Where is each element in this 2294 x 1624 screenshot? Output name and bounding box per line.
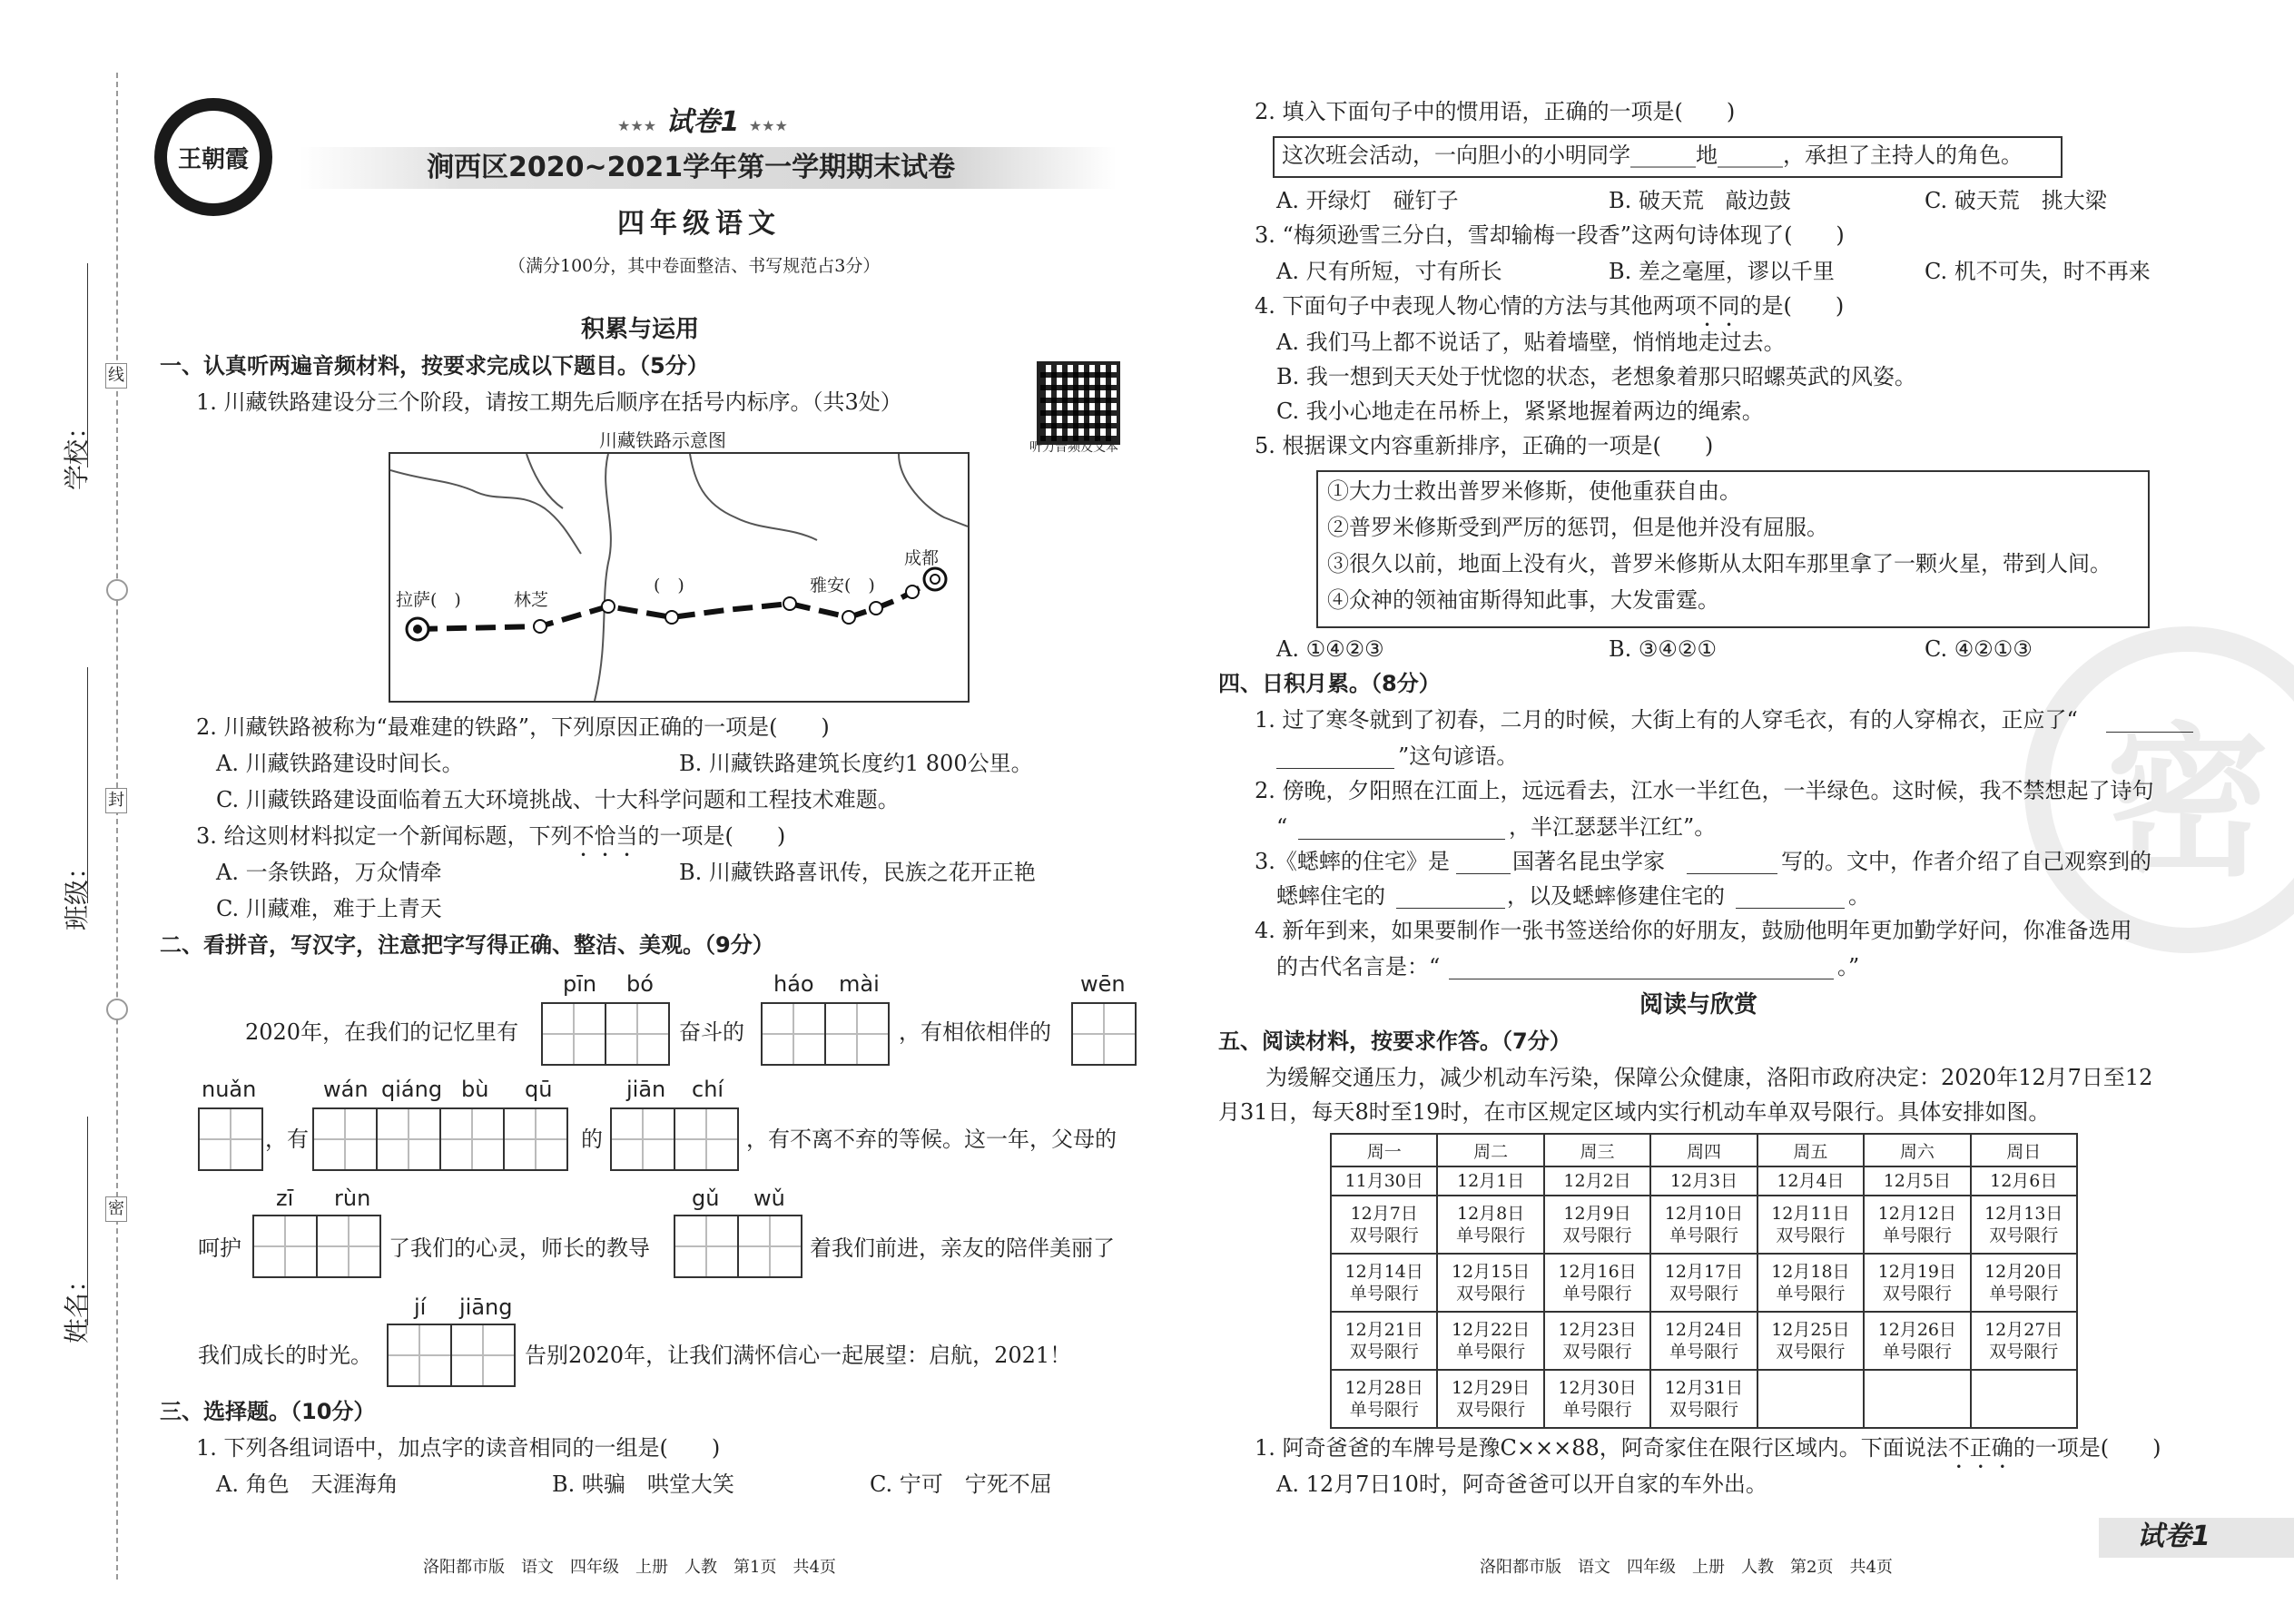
q1-3-option-b[interactable]: B. 川藏铁路喜讯传，民族之花开正艳 (679, 860, 1036, 885)
q3-heading: 三、选择题。（10分） (160, 1399, 376, 1424)
date: 12月13日 (1984, 1204, 2063, 1224)
pinyin: zī (276, 1186, 294, 1211)
date: 12月10日 (1664, 1204, 1744, 1224)
q4-3-blank[interactable] (1456, 873, 1511, 874)
rule: 单号限行 (1669, 1225, 1738, 1245)
q1-3-pre: 3. 给这则材料拟定一个新闻标题，下列 (196, 823, 573, 849)
q5-1-option-a[interactable]: A. 12月7日10时，阿奇爸爸可以开自家的车外出。 (1276, 1471, 1767, 1497)
pinyin: jí (414, 1294, 427, 1320)
map-label-chengdu: 成都 (904, 548, 940, 568)
writing-grid[interactable] (674, 1215, 802, 1278)
q3-2-text: 2. 填入下面句子中的惯用语，正确的一项是( ) (1255, 99, 1736, 124)
date: 11月30日 (1344, 1171, 1423, 1191)
table-cell (1971, 1254, 2077, 1312)
pinyin: jiān (626, 1077, 666, 1102)
rule: 双号限行 (1989, 1342, 2059, 1362)
date: 12月4日 (1777, 1171, 1845, 1191)
q4-2-line1: 2. 傍晚，夕阳照在江面上，远远看去，江水一半红色，一半绿色。这时候，我不禁想起了诗句 (1255, 778, 2154, 803)
table-cell (1544, 1196, 1650, 1254)
rule: 单号限行 (1562, 1400, 1632, 1420)
q3-5-item: ③很久以前，地面上没有火，普罗米修斯从太阳车那里拿了一颗火星，带到人间。 (1327, 551, 2112, 576)
date: 12月1日 (1457, 1171, 1525, 1191)
rule: 单号限行 (1882, 1225, 1952, 1245)
q4-4-line2a: 的古代名言是：“ (1276, 954, 1441, 979)
q4-1-line1: 1. 过了寒冬就到了初春，二月的时候，大街上有的人穿毛衣，有的人穿棉衣，正应了“ (1255, 707, 2078, 733)
rule: 双号限行 (1562, 1225, 1632, 1245)
table-cell (1544, 1166, 1650, 1196)
q4-3-f: 。 (1848, 883, 1870, 909)
corner-label: 试卷1 (2137, 1521, 2210, 1552)
q2-line3a: 呵护 (198, 1235, 241, 1261)
q5-heading: 五、阅读材料，按要求作答。（7分） (1218, 1029, 1571, 1054)
pinyin: bó (626, 971, 654, 997)
q3-3-text: 3. “梅须逊雪三分白，雪却输梅一段香”这两句诗体现了( ) (1255, 222, 1845, 248)
restriction-schedule-table (1330, 1133, 2078, 1429)
rule: 双号限行 (1989, 1225, 2059, 1245)
school-line[interactable] (87, 263, 88, 468)
q2-line3c: 着我们前进，亲友的陪伴美丽了 (810, 1235, 1115, 1261)
date: 12月29日 (1451, 1378, 1531, 1398)
table-cell (1650, 1312, 1757, 1370)
pinyin: bù (461, 1077, 489, 1102)
q5-para1: 为缓解交通压力，减少机动车污染，保障公众健康，洛阳市政府决定：2020年12月7日至12 (1265, 1065, 2153, 1090)
pinyin: nuǎn (202, 1077, 257, 1102)
table-row (1331, 1370, 2077, 1428)
seal-seal-mark: 封 (105, 788, 127, 813)
q1-3-option-a[interactable]: A. 一条铁路，万众情牵 (216, 860, 442, 885)
rule: 单号限行 (1456, 1225, 1526, 1245)
q2-line2b: 的 (581, 1127, 603, 1152)
q2-line3b: 了我们的心灵，师长的教导 (389, 1235, 650, 1261)
q4-3-d: 蟋蟀住宅的 (1276, 883, 1385, 909)
q3-4-emphasis: 不同 (1696, 293, 1740, 319)
table-header-cell: 周日 (1971, 1134, 2077, 1166)
rule: 双号限行 (1349, 1342, 1419, 1362)
q1-1-text: 1. 川藏铁路建设分三个阶段，请按工期先后顺序在括号内标序。（共3处） (196, 389, 902, 415)
q2-line2a: ，有 (265, 1127, 309, 1152)
date: 12月7日 (1350, 1204, 1418, 1224)
date: 12月20日 (1984, 1262, 2063, 1282)
name-line[interactable] (87, 1117, 88, 1325)
q1-3-emphasis: 不恰当 (572, 823, 638, 849)
q2-line2c: ，有不离不弃的等候。这一年，父母的 (746, 1127, 1117, 1152)
class-line[interactable] (87, 667, 88, 903)
q4-3-b: 国著名昆虫学家 (1512, 849, 1665, 874)
q5-1-emphasis: 不正确 (1947, 1435, 2013, 1461)
school-label: 学校： (62, 413, 92, 490)
q3-4-option-c[interactable]: C. 我小心地走在吊桥上，紧紧地握着两边的绳索。 (1276, 399, 1764, 424)
q3-5-option-b[interactable]: B. ③④②① (1609, 636, 1717, 662)
q1-2-option-c[interactable]: C. 川藏铁路建设面临着五大环境挑战、十大科学问题和工程技术难题。 (216, 787, 900, 812)
table-cell (1864, 1166, 1970, 1196)
table-cell (1650, 1196, 1757, 1254)
date: 12月28日 (1344, 1378, 1423, 1398)
pinyin: wán (323, 1077, 369, 1102)
qr-caption: 听力音频及文本 (1029, 440, 1118, 455)
table-row (1331, 1196, 2077, 1254)
pinyin: gǔ (692, 1186, 720, 1211)
date: 12月5日 (1883, 1171, 1951, 1191)
q3-2-sentence: 这次班会活动，一向胆小的小明同学______地______，承担了主持人的角色。 (1282, 143, 2023, 168)
q4-2-line2: ，半江瑟瑟半江红”。 (1509, 814, 1717, 840)
table-header-cell: 周四 (1650, 1134, 1757, 1166)
table-cell (1544, 1254, 1650, 1312)
table-cell (1757, 1254, 1864, 1312)
date: 12月12日 (1877, 1204, 1956, 1224)
q3-2-option-a[interactable]: A. 开绿灯 碰钉子 (1276, 188, 1459, 213)
class-label: 班级： (62, 853, 92, 930)
date: 12月22日 (1451, 1320, 1531, 1340)
table-cell (1331, 1370, 1437, 1428)
table-cell (1864, 1312, 1970, 1370)
table-row (1331, 1254, 2077, 1312)
pinyin: wēn (1080, 971, 1126, 997)
date: 12月6日 (1990, 1171, 2058, 1191)
table-cell (1331, 1166, 1437, 1196)
date: 12月8日 (1457, 1204, 1525, 1224)
pinyin: rùn (334, 1186, 371, 1211)
rule: 单号限行 (1669, 1342, 1738, 1362)
qr-code-icon[interactable] (1037, 361, 1120, 445)
rule: 单号限行 (1456, 1342, 1526, 1362)
date: 12月17日 (1664, 1262, 1744, 1282)
q5-para2: 月31日，每天8时至19时，在市区规定区域内实行机动车单双号限行。具体安排如图。 (1218, 1099, 2051, 1125)
date: 12月9日 (1563, 1204, 1631, 1224)
q4-3-blank[interactable] (1736, 908, 1845, 909)
exam-title: 涧西区2020~2021学年第一学期期末试卷 (427, 152, 956, 183)
q3-3-option-b[interactable]: B. 差之毫厘，谬以千里 (1609, 259, 1835, 284)
q4-heading: 四、日积月累。（8分） (1218, 671, 1441, 696)
q3-5-item: ②普罗米修斯受到严厉的惩罚，但是他并没有屈服。 (1327, 515, 1828, 540)
table-cell (1971, 1312, 2077, 1370)
q3-5-item: ④众神的领袖宙斯得知此事，大发雷霆。 (1327, 587, 1719, 613)
rule: 单号限行 (1562, 1284, 1632, 1304)
date: 12月3日 (1669, 1171, 1738, 1191)
table-cell (1437, 1254, 1543, 1312)
q1-3-option-c[interactable]: C. 川藏难，难于上青天 (216, 896, 442, 921)
q4-3-blank[interactable] (1687, 873, 1777, 874)
q3-4-text (1255, 292, 1844, 331)
section-title-reading: 阅读与欣赏 (1639, 991, 1758, 1019)
date: 12月11日 (1771, 1204, 1850, 1224)
rule: 双号限行 (1456, 1400, 1526, 1420)
subject-title: 四年级语文 (617, 208, 781, 240)
q3-1-option-a[interactable]: A. 角色 天涯海角 (216, 1471, 399, 1497)
binding-hole-icon (106, 999, 128, 1020)
pinyin: mài (839, 971, 880, 997)
q2-line1b: 奋斗的 (679, 1019, 744, 1045)
q1-2-text: 2. 川藏铁路被称为“最难建的铁路”，下列原因正确的一项是( ) (196, 714, 830, 740)
date: 12月21日 (1344, 1320, 1423, 1340)
rule: 单号限行 (1349, 1284, 1419, 1304)
table-header-cell: 周三 (1544, 1134, 1650, 1166)
table-cell (1757, 1166, 1864, 1196)
pinyin: jiāng (459, 1294, 513, 1320)
table-cell (1437, 1196, 1543, 1254)
date: 12月23日 (1558, 1320, 1637, 1340)
date: 12月24日 (1664, 1320, 1744, 1340)
page-footer-right: 洛阳都市版 语文 四年级 上册 人教 第2页 共4页 (1480, 1558, 1893, 1577)
rule: 双号限行 (1456, 1284, 1526, 1304)
table-cell (1544, 1312, 1650, 1370)
rule: 双号限行 (1669, 1284, 1738, 1304)
watermark-seal-icon (2024, 626, 2294, 953)
rule: 双号限行 (1776, 1225, 1846, 1245)
q4-4-line2b: 。” (1837, 954, 1860, 979)
table-row (1331, 1312, 2077, 1370)
table-header-row (1331, 1134, 2077, 1166)
q3-3-option-a[interactable]: A. 尺有所短，寸有所长 (1276, 259, 1502, 284)
rule: 双号限行 (1562, 1342, 1632, 1362)
q5-1-post: 的一项是( ) (2013, 1435, 2161, 1461)
q3-1-option-b[interactable]: B. 哄骗 哄堂大笑 (552, 1471, 734, 1497)
date: 12月31日 (1664, 1378, 1744, 1398)
badge-title: 试卷1 (665, 106, 740, 138)
q4-1-blank[interactable] (1276, 768, 1394, 769)
table-cell (1971, 1370, 2077, 1428)
date: 12月27日 (1984, 1320, 2063, 1340)
q3-1-text: 1. 下列各组词语中，加点字的读音相同的一组是( ) (196, 1435, 721, 1461)
q3-1-option-c[interactable]: C. 宁可 宁死不屈 (870, 1471, 1052, 1497)
map-label-linzhi: 林芝 (514, 590, 549, 610)
table-cell (1864, 1254, 1970, 1312)
table-cell (1650, 1166, 1757, 1196)
badge-stars-icon: ★★★ (748, 117, 788, 134)
pinyin: háo (773, 971, 814, 997)
q5-1-text (1255, 1434, 2161, 1473)
q3-5-item: ①大力士救出普罗米修斯，使他重获自由。 (1327, 478, 1741, 504)
q4-3-blank[interactable] (1396, 908, 1505, 909)
writing-grid[interactable] (252, 1215, 381, 1278)
q3-4-post: 的是( ) (1739, 293, 1845, 319)
rule: 单号限行 (1349, 1400, 1419, 1420)
table-cell (1331, 1196, 1437, 1254)
date: 12月15日 (1451, 1262, 1531, 1282)
q3-5-text: 5. 根据课文内容重新排序，正确的一项是( ) (1255, 433, 1714, 458)
badge-stars-icon: ★★★ (617, 117, 657, 134)
brand-logo (154, 98, 272, 216)
table-header-cell: 周五 (1757, 1134, 1864, 1166)
rule: 双号限行 (1349, 1225, 1419, 1245)
map-label-lhasa: 拉萨( ) (396, 590, 461, 610)
table-cell (1971, 1196, 2077, 1254)
q3-2-option-c[interactable]: C. 破天荒 挑大梁 (1925, 188, 2107, 213)
q2-line1a: 2020年，在我们的记忆里有 (245, 1019, 519, 1045)
rule: 双号限行 (1669, 1400, 1738, 1420)
table-cell (1864, 1196, 1970, 1254)
date: 12月30日 (1558, 1378, 1637, 1398)
q1-heading: 一、认真听两遍音频材料，按要求完成以下题目。（5分） (160, 353, 709, 379)
table-cell (1437, 1312, 1543, 1370)
page-footer-left: 洛阳都市版 语文 四年级 上册 人教 第1页 共4页 (423, 1558, 836, 1577)
score-note: （满分100分，其中卷面整洁、书写规范占3分） (508, 256, 881, 276)
date: 12月18日 (1771, 1262, 1850, 1282)
seal-secret-mark: 密 (105, 1196, 127, 1222)
pinyin: qū (525, 1077, 553, 1102)
writing-grid[interactable] (610, 1107, 739, 1171)
name-label: 姓名： (62, 1266, 92, 1343)
binding-hole-icon (106, 579, 128, 601)
pinyin: wǔ (753, 1186, 785, 1211)
pinyin: qiáng (381, 1077, 443, 1102)
writing-grid[interactable] (1071, 1002, 1137, 1066)
table-cell (1757, 1370, 1864, 1428)
q1-3-post: 的一项是( ) (637, 823, 786, 849)
q2-line1c: ，有相依相伴的 (899, 1019, 1051, 1045)
watermark-text: 密 (2105, 707, 2269, 899)
table-cell (1331, 1312, 1437, 1370)
table-header-cell: 周二 (1437, 1134, 1543, 1166)
table-cell (1331, 1254, 1437, 1312)
rule: 单号限行 (1776, 1284, 1846, 1304)
map-label-mid: ( ) (654, 576, 684, 595)
pinyin: chí (692, 1077, 724, 1102)
q3-3-option-c[interactable]: C. 机不可失，时不再来 (1925, 259, 2151, 284)
q4-3-a: 3.《蟋蟀的住宅》是 (1255, 849, 1450, 874)
binding-line (116, 73, 118, 1580)
q4-2-blank[interactable] (1298, 839, 1505, 840)
rule: 单号限行 (1989, 1284, 2059, 1304)
q3-4-option-b[interactable]: B. 我一想到天天处于忧惚的状态，老想象着那只昭螺英武的风姿。 (1276, 364, 1916, 389)
seal-line-mark: 线 (105, 363, 127, 389)
rule: 双号限行 (1776, 1342, 1846, 1362)
date: 12月16日 (1558, 1262, 1637, 1282)
table-cell (1971, 1166, 2077, 1196)
q3-5-option-a[interactable]: A. ①④②③ (1276, 636, 1384, 662)
rule: 双号限行 (1882, 1284, 1952, 1304)
q3-2-option-b[interactable]: B. 破天荒 敲边鼓 (1609, 188, 1791, 213)
q5-1-pre: 1. 阿奇爸爸的车牌号是豫C×××88，阿奇家住在限行区域内。下面说法 (1255, 1435, 1948, 1461)
writing-grid[interactable] (761, 1002, 890, 1066)
brand-logo-text: 王朝霞 (177, 145, 249, 173)
table-cell (1650, 1370, 1757, 1428)
rule: 单号限行 (1882, 1342, 1952, 1362)
section-title-accumulation: 积累与运用 (581, 316, 700, 343)
map-title: 川藏铁路示意图 (599, 429, 726, 451)
q4-3-e: ，以及蟋蟀修建住宅的 (1507, 883, 1725, 909)
table-header-cell: 周一 (1331, 1134, 1437, 1166)
table-cell (1757, 1312, 1864, 1370)
table-cell (1864, 1370, 1970, 1428)
date: 12月14日 (1344, 1262, 1423, 1282)
q1-2-option-b[interactable]: B. 川藏铁路建筑长度约1 800公里。 (679, 751, 1033, 776)
table-cell (1437, 1370, 1543, 1428)
table-cell (1437, 1166, 1543, 1196)
q1-3-text (196, 822, 785, 861)
q3-4-pre: 4. 下面句子中表现人物心情的方法与其他两项 (1255, 293, 1697, 319)
table-header-cell: 周六 (1864, 1134, 1970, 1166)
date: 12月2日 (1563, 1171, 1631, 1191)
table-row (1331, 1166, 2077, 1196)
q3-5-option-c[interactable]: C. ④②①③ (1925, 636, 2033, 662)
writing-grid[interactable] (198, 1107, 263, 1171)
table-cell (1544, 1370, 1650, 1428)
q2-line4b: 告别2020年，让我们满怀信心一起展望：启航，2021！ (525, 1343, 1072, 1368)
q4-4-line1: 4. 新年到来，如果要制作一张书签送给你的好朋友，鼓励他明年更加勤学好问，你准备选用 (1255, 918, 2132, 943)
paper-badge (617, 106, 788, 140)
railway-map (389, 452, 970, 703)
table-cell (1757, 1196, 1864, 1254)
q1-2-option-a[interactable]: A. 川藏铁路建设时间长。 (216, 751, 464, 776)
q4-3-c: 写的。文中，作者介绍了自己观察到的 (1781, 849, 2151, 874)
q4-2-open: “ (1276, 814, 1288, 840)
q2-line4a: 我们成长的时光。 (198, 1343, 372, 1368)
map-label-yaan: 雅安( ) (810, 576, 875, 595)
writing-grid[interactable] (312, 1107, 568, 1171)
writing-grid[interactable] (387, 1324, 516, 1387)
q3-4-option-a[interactable]: A. 我们马上都不说话了，贴着墙壁，悄悄地走过去。 (1276, 330, 1786, 355)
q4-1-line2: ”这句谚语。 (1398, 743, 1519, 769)
date: 12月26日 (1877, 1320, 1956, 1340)
table-cell (1650, 1254, 1757, 1312)
q2-heading: 二、看拼音，写汉字，注意把字写得正确、整洁、美观。（9分） (160, 932, 774, 958)
writing-grid[interactable] (541, 1002, 670, 1066)
date: 12月25日 (1771, 1320, 1850, 1340)
pinyin: pīn (563, 971, 597, 997)
date: 12月19日 (1877, 1262, 1956, 1282)
